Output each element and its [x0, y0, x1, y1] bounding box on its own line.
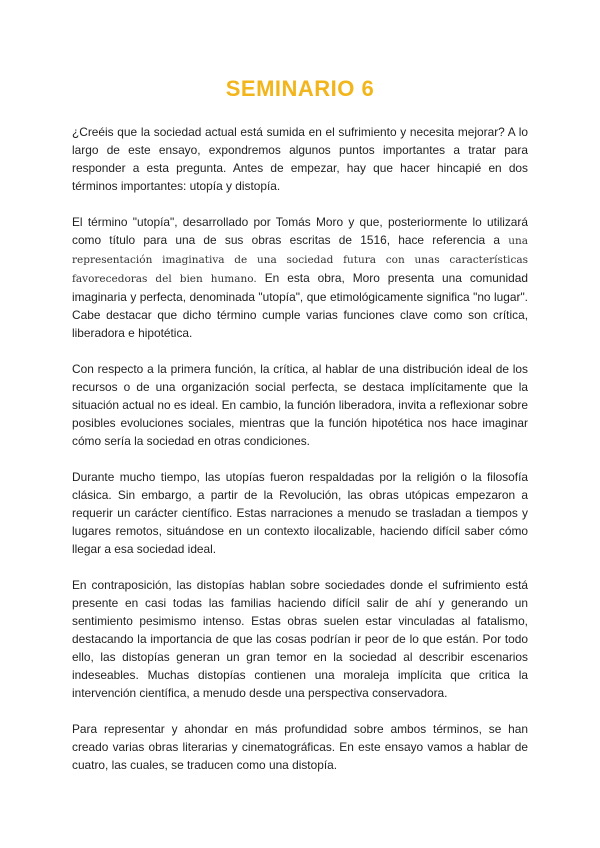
paragraph-quoted-definition: una representación imaginativa de una sociedad futura con unas características favorecedoras del bien humano. [72, 235, 528, 285]
document-body [72, 123, 528, 774]
paragraph-intro: ¿Creéis que la sociedad actual está sumida en el sufrimiento y necesita mejorar? A lo largo de este ensayo, expondremos algunos puntos importantes a tratar para responder a esta pregunta. Antes de empezar, hay que hacer hincapié en dos términos importantes: utopía y distopía. [72, 125, 528, 193]
paragraph-history: Durante mucho tiempo, las utopías fueron respaldadas por la religión o la filosofía clásica. Sin embargo, a partir de la Revolución, las obras utópicas empezaron a requerir un carácter científico. Estas narraciones a menudo se trasladan a tiempos y lugares remotos, situándose en un contexto ilocalizable, haciendo difícil saber cómo llegar a esa sociedad ideal. [72, 470, 528, 556]
page-title: SEMINARIO 6 [225, 76, 375, 101]
paragraph-conclusion: Para representar y ahondar en más profundidad sobre ambos términos, se han creado varias obras literarias y cinematográficas. En este ensayo vamos a hablar de cuatro, las cuales, se traducen como una distopía. [72, 722, 528, 772]
paragraph-utopia-definition [72, 213, 528, 342]
paragraph-functions: Con respecto a la primera función, la crítica, al hablar de una distribución ideal de los recursos o de una organización social perfecta, se destaca implícitamente que la situación actual no es ideal. En cambio, la función liberadora, invita a reflexionar sobre posibles evoluciones sociales, mientras que la función hipotética nos hace imaginar cómo sería la sociedad en otras condiciones. [72, 362, 528, 448]
paragraph-dystopias: En contraposición, las distopías hablan sobre sociedades donde el sufrimiento está presente en casi todas las familias haciendo difícil salir de ahí y generando un sentimiento pesimismo intenso. Estas obras suelen estar vinculadas al fatalismo, destacando la importancia de que las cosas podrían ir peor de lo que están. Por todo ello, las distopías generan un gran temor en la sociedad al describir escenarios indeseables. Muchas distopías contienen una moraleja implícita que critica la intervención científica, a menudo desde una perspectiva conservadora. [72, 578, 528, 700]
paragraph-text: El término "utopía", desarrollado por Tomás Moro y que, posteriormente lo utilizará como título para una de sus obras escritas de 1516, hace referencia a [72, 215, 528, 247]
paragraph-text: En esta obra, Moro presenta una comunidad imaginaria y perfecta, denominada "utopía", que etimológicamente significa "no lugar". Cabe destacar que dicho término cumple varias funciones clave como son crítica, liberadora e hipotética. [72, 271, 529, 340]
